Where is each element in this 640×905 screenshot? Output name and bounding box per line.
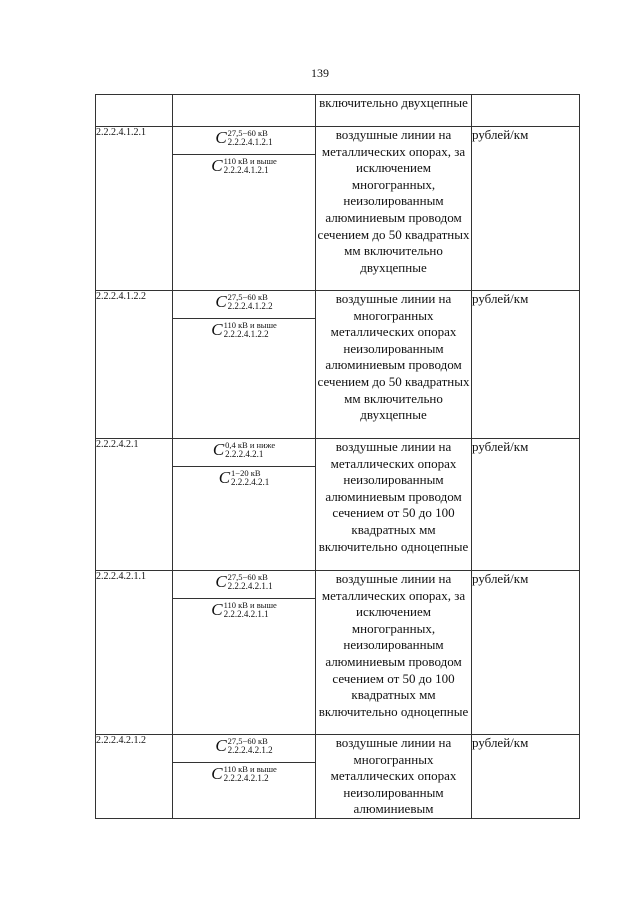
rate-symbols-cell [173,95,316,127]
rate-symbol-voltage: 110 кВ и выше [223,600,277,610]
rate-symbol-voltage: 0,4 кВ и ниже [225,440,276,450]
row-code: 2.2.2.4.2.1.1 [96,571,173,735]
rate-symbol-indices [228,736,273,755]
rate-symbol [173,763,315,784]
rate-symbol-index: 2.2.2.4.1.2.2 [223,329,269,339]
rate-symbol-indices [224,600,277,619]
rate-symbol-letter: C [215,572,227,591]
rate-symbol-indices [225,440,275,459]
rate-symbol [173,291,315,319]
rate-symbol-letter: C [218,468,231,487]
rate-symbol-voltage: 27,5−60 кВ [227,736,268,746]
rate-symbol [173,599,315,620]
row-code: 2.2.2.4.1.2.2 [96,291,173,439]
row-unit: рублей/км [472,291,580,439]
rate-symbols-cell [173,571,316,735]
rate-symbol-index: 2.2.2.4.2.1.1 [223,609,269,619]
rate-symbol-index: 2.2.2.4.2.1.2 [223,773,269,783]
rate-symbol-voltage: 110 кВ и выше [223,156,277,166]
rate-symbol-voltage: 27,5−60 кВ [227,572,268,582]
rate-symbol [173,127,315,155]
rate-symbol-voltage: 1−20 кВ [231,468,261,478]
rate-symbol-voltage: 110 кВ и выше [223,764,277,774]
rate-symbol [173,571,315,599]
table-row [96,95,580,127]
page-number: 139 [311,66,329,80]
table-row [96,571,580,735]
row-unit: рублей/км [472,127,580,291]
rate-symbol-index: 2.2.2.4.2.1 [225,449,264,459]
table-row [96,439,580,571]
row-code: 2.2.2.4.2.1.2 [96,735,173,819]
rate-symbol-letter: C [215,736,227,755]
rate-symbol-indices [224,156,277,175]
rate-symbol-letter: C [215,128,227,147]
rate-symbol [173,735,315,763]
table-row [96,291,580,439]
row-code: 2.2.2.4.2.1 [96,439,173,571]
rate-symbol-indices [224,764,277,783]
row-description: воздушные линии на металлических опорах, за исключением многогранных, неизолированным алюминиевым проводом сечением до 50 квадратных мм включительно двухцепные [316,127,472,291]
rate-symbol-indices [224,320,277,339]
rate-symbols-cell [173,439,316,571]
rate-symbols-cell [173,291,316,439]
row-description: воздушные линии на многогранных металлических опорах неизолированным алюминиевым [316,735,472,819]
rate-symbol-index: 2.2.2.4.2.1 [231,477,270,487]
rate-symbol-voltage: 110 кВ и выше [223,320,277,330]
row-unit: рублей/км [472,571,580,735]
rate-symbol-letter: C [211,320,223,339]
rates-table-body [96,95,580,819]
rate-symbol-letter: C [211,600,223,619]
row-description: включительно двухцепные [316,95,472,127]
rate-symbol-indices [231,468,269,487]
rate-symbol-voltage: 27,5−60 кВ [227,128,268,138]
rate-symbol-indices [228,128,273,147]
row-unit: рублей/км [472,439,580,571]
row-unit: рублей/км [472,735,580,819]
rate-symbol-letter: C [215,292,227,311]
rate-symbol-letter: C [211,764,223,783]
row-code: 2.2.2.4.1.2.1 [96,127,173,291]
rate-symbol-letter: C [212,440,225,459]
rate-symbol-letter: C [211,156,223,175]
rate-symbol-index: 2.2.2.4.2.1.1 [227,581,273,591]
rate-symbol-voltage: 27,5−60 кВ [227,292,268,302]
rate-symbol [173,319,315,340]
rate-symbol [173,467,315,488]
table-row [96,127,580,291]
rate-symbols-cell [173,735,316,819]
rate-symbol-index: 2.2.2.4.1.2.1 [227,137,273,147]
row-code [96,95,173,127]
row-description: воздушные линии на многогранных металлических опорах неизолированным алюминиевым проводом сечением до 50 квадратных мм включительно двухцепные [316,291,472,439]
rate-symbol-index: 2.2.2.4.2.1.2 [227,745,273,755]
rates-table [95,94,580,819]
rate-symbols-cell [173,127,316,291]
rate-symbol-index: 2.2.2.4.1.2.2 [227,301,273,311]
rate-symbol-index: 2.2.2.4.1.2.1 [223,165,269,175]
row-description: воздушные линии на металлических опорах, за исключением многогранных, неизолированным алюминиевым проводом сечением от 50 до 100 квадратных мм включительно одноцепные [316,571,472,735]
rate-symbol-indices [228,292,273,311]
table-row [96,735,580,819]
row-description: воздушные линии на металлических опорах неизолированным алюминиевым проводом сечением от 50 до 100 квадратных мм включительно одноцепные [316,439,472,571]
rate-symbol [173,155,315,176]
row-unit [472,95,580,127]
rate-symbol [173,439,315,467]
rate-symbol-indices [228,572,273,591]
